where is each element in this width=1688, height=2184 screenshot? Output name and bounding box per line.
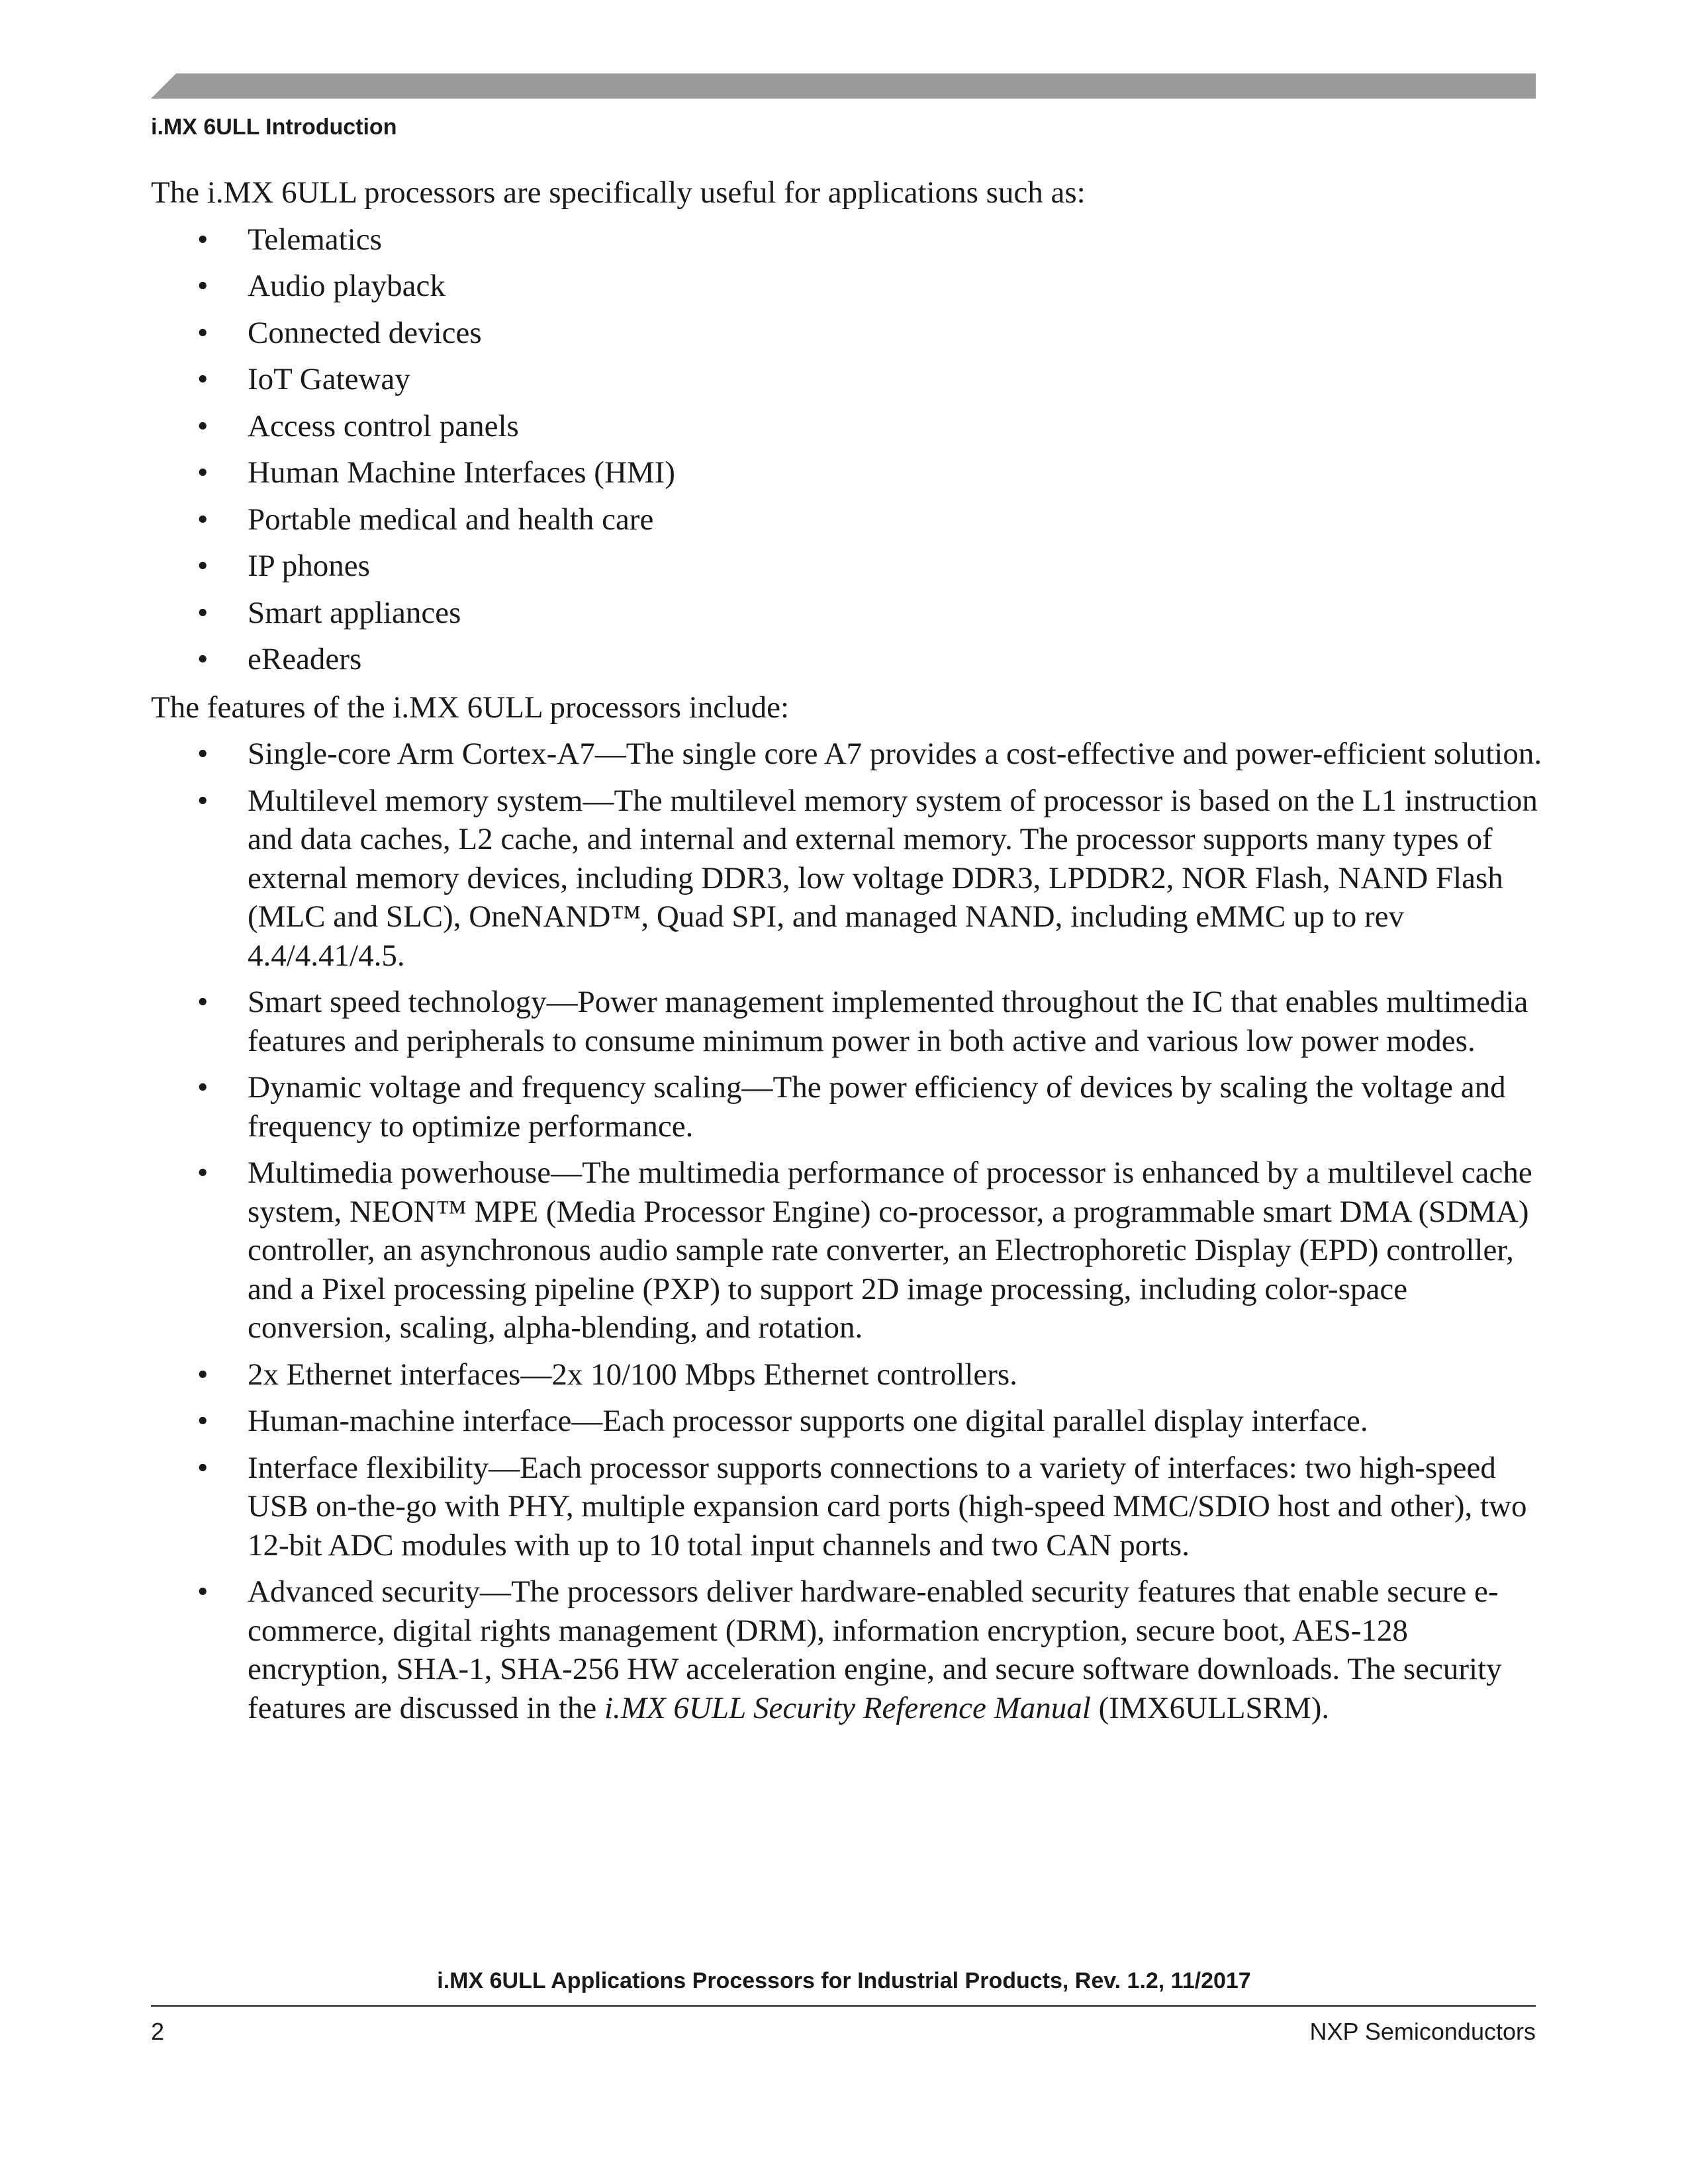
feature-text: The power efficiency of devices by scaling the voltage and frequency to optimize performance. (248, 1070, 1506, 1144)
running-head: i.MX 6ULL Introduction (151, 114, 397, 140)
header-bar (151, 73, 1536, 99)
list-item-text: Access control panels (248, 408, 519, 443)
list-item (151, 453, 1541, 492)
list-item (151, 314, 1541, 353)
features-intro: The features of the i.MX 6ULL processors include: (151, 690, 790, 725)
feature-text: Power management implemented throughout the IC that enables multimedia features and peripherals to consume minimum power in both active and various low power modes. (248, 985, 1528, 1058)
list-item-text: Human Machine Interfaces (HMI) (248, 455, 675, 490)
bullet: • (197, 737, 209, 771)
feature-item (151, 1449, 1545, 1565)
bullet: • (197, 269, 209, 303)
bullet: • (197, 408, 209, 443)
bullet: • (197, 1404, 209, 1438)
footer-rule (151, 2005, 1536, 2007)
page-number: 2 (151, 2018, 165, 2045)
bullet: • (197, 1450, 209, 1485)
bullet: • (197, 362, 209, 396)
list-item (151, 360, 1541, 399)
feature-text: The processors deliver hardware-enabled security features that enable secure e-commerce, digital rights management (DRM), information encryption, secure boot, AES-128 encryption, SHA-1, SHA-256 HW acceleration engine, and secure software downloads. The security features are discussed in the (248, 1574, 1502, 1725)
bullet: • (197, 1357, 209, 1392)
bullet: • (197, 642, 209, 676)
list-item-text: eReaders (248, 642, 362, 676)
feature-lead: Human-machine interface— (248, 1404, 603, 1438)
feature-item (151, 983, 1545, 1060)
feature-text: 2x 10/100 Mbps Ethernet controllers. (551, 1357, 1017, 1392)
feature-item (151, 1402, 1545, 1441)
feature-item (151, 1355, 1545, 1394)
bullet: • (197, 222, 209, 257)
feature-item (151, 782, 1545, 976)
feature-lead: Single-core Arm Cortex-A7— (248, 737, 626, 771)
bullet: • (197, 985, 209, 1019)
list-item-text: Audio playback (248, 269, 445, 303)
manual-title: i.MX 6ULL Security Reference Manual (604, 1690, 1091, 1725)
bullet: • (197, 549, 209, 583)
feature-lead: Multilevel memory system— (248, 783, 614, 818)
features-list (151, 735, 1541, 1727)
feature-text: The single core A7 provides a cost-effective and power-efficient solution. (626, 737, 1542, 771)
list-item (151, 640, 1541, 679)
page-content (151, 173, 1541, 1727)
feature-text: The multimedia performance of processor is enhanced by a multilevel cache system, NEON™ MPE (Media Processor Engine) co-processor, a programmable smart DMA (SDMA) controller, an asynchronous audio sample rate converter, an Electrophoretic Display (EPD) controller, and a Pixel processing pipeline (PXP) to support 2D image processing, including color-space conversion, scaling, alpha-blending, and rotation. (248, 1156, 1532, 1345)
list-item (151, 500, 1541, 539)
list-item (151, 407, 1541, 446)
list-item-text: IP phones (248, 549, 370, 583)
list-item (151, 220, 1541, 259)
bullet: • (197, 315, 209, 350)
bullet: • (197, 1574, 209, 1609)
feature-item (151, 1154, 1545, 1347)
bullet: • (197, 1156, 209, 1190)
bullet: • (197, 595, 209, 630)
list-item-text: Connected devices (248, 315, 482, 350)
feature-lead: Multimedia powerhouse— (248, 1156, 583, 1190)
footer-doc-title: i.MX 6ULL Applications Processors for Industrial Products, Rev. 1.2, 11/2017 (437, 1968, 1251, 1993)
feature-lead: Dynamic voltage and frequency scaling— (248, 1070, 773, 1105)
feature-lead: Interface flexibility— (248, 1450, 520, 1485)
feature-item (151, 735, 1545, 774)
bullet: • (197, 455, 209, 490)
list-item (151, 267, 1541, 306)
feature-text: The multilevel memory system of processor is based on the L1 instruction and data caches, L2 cache, and internal and external memory. The processor supports many types of external memory devices, including DDR3, low voltage DDR3, LPDDR2, NOR Flash, NAND Flash (MLC and SLC), OneNAND™, Quad SPI, and managed NAND, including eMMC up to rev 4.4/4.41/4.5. (248, 783, 1538, 973)
list-item (151, 594, 1541, 633)
list-item-text: Telematics (248, 222, 382, 257)
company-name: NXP Semiconductors (1309, 2018, 1536, 2045)
bullet: • (197, 1070, 209, 1105)
applications-list (151, 220, 1541, 679)
bullet: • (197, 783, 209, 818)
list-item-text: IoT Gateway (248, 362, 410, 396)
list-item (151, 547, 1541, 586)
list-item-text: Portable medical and health care (248, 502, 654, 537)
feature-lead: Smart speed technology— (248, 985, 578, 1019)
feature-text: Each processor supports connections to a variety of interfaces: two high-speed USB on-the-go with PHY, multiple expansion card ports (high-speed MMC/SDIO host and other), two 12-bit ADC modules with up to 10 total input channels and two CAN ports. (248, 1450, 1527, 1563)
feature-item (151, 1572, 1545, 1727)
feature-lead: Advanced security— (248, 1574, 512, 1609)
manual-code: (IMX6ULLSRM). (1090, 1690, 1330, 1725)
feature-lead: 2x Ethernet interfaces— (248, 1357, 552, 1392)
list-item-text: Smart appliances (248, 595, 461, 630)
feature-item (151, 1068, 1545, 1146)
bullet: • (197, 502, 209, 537)
applications-intro: The i.MX 6ULL processors are specifically useful for applications such as: (151, 175, 1086, 210)
feature-text: Each processor supports one digital parallel display interface. (602, 1404, 1368, 1438)
